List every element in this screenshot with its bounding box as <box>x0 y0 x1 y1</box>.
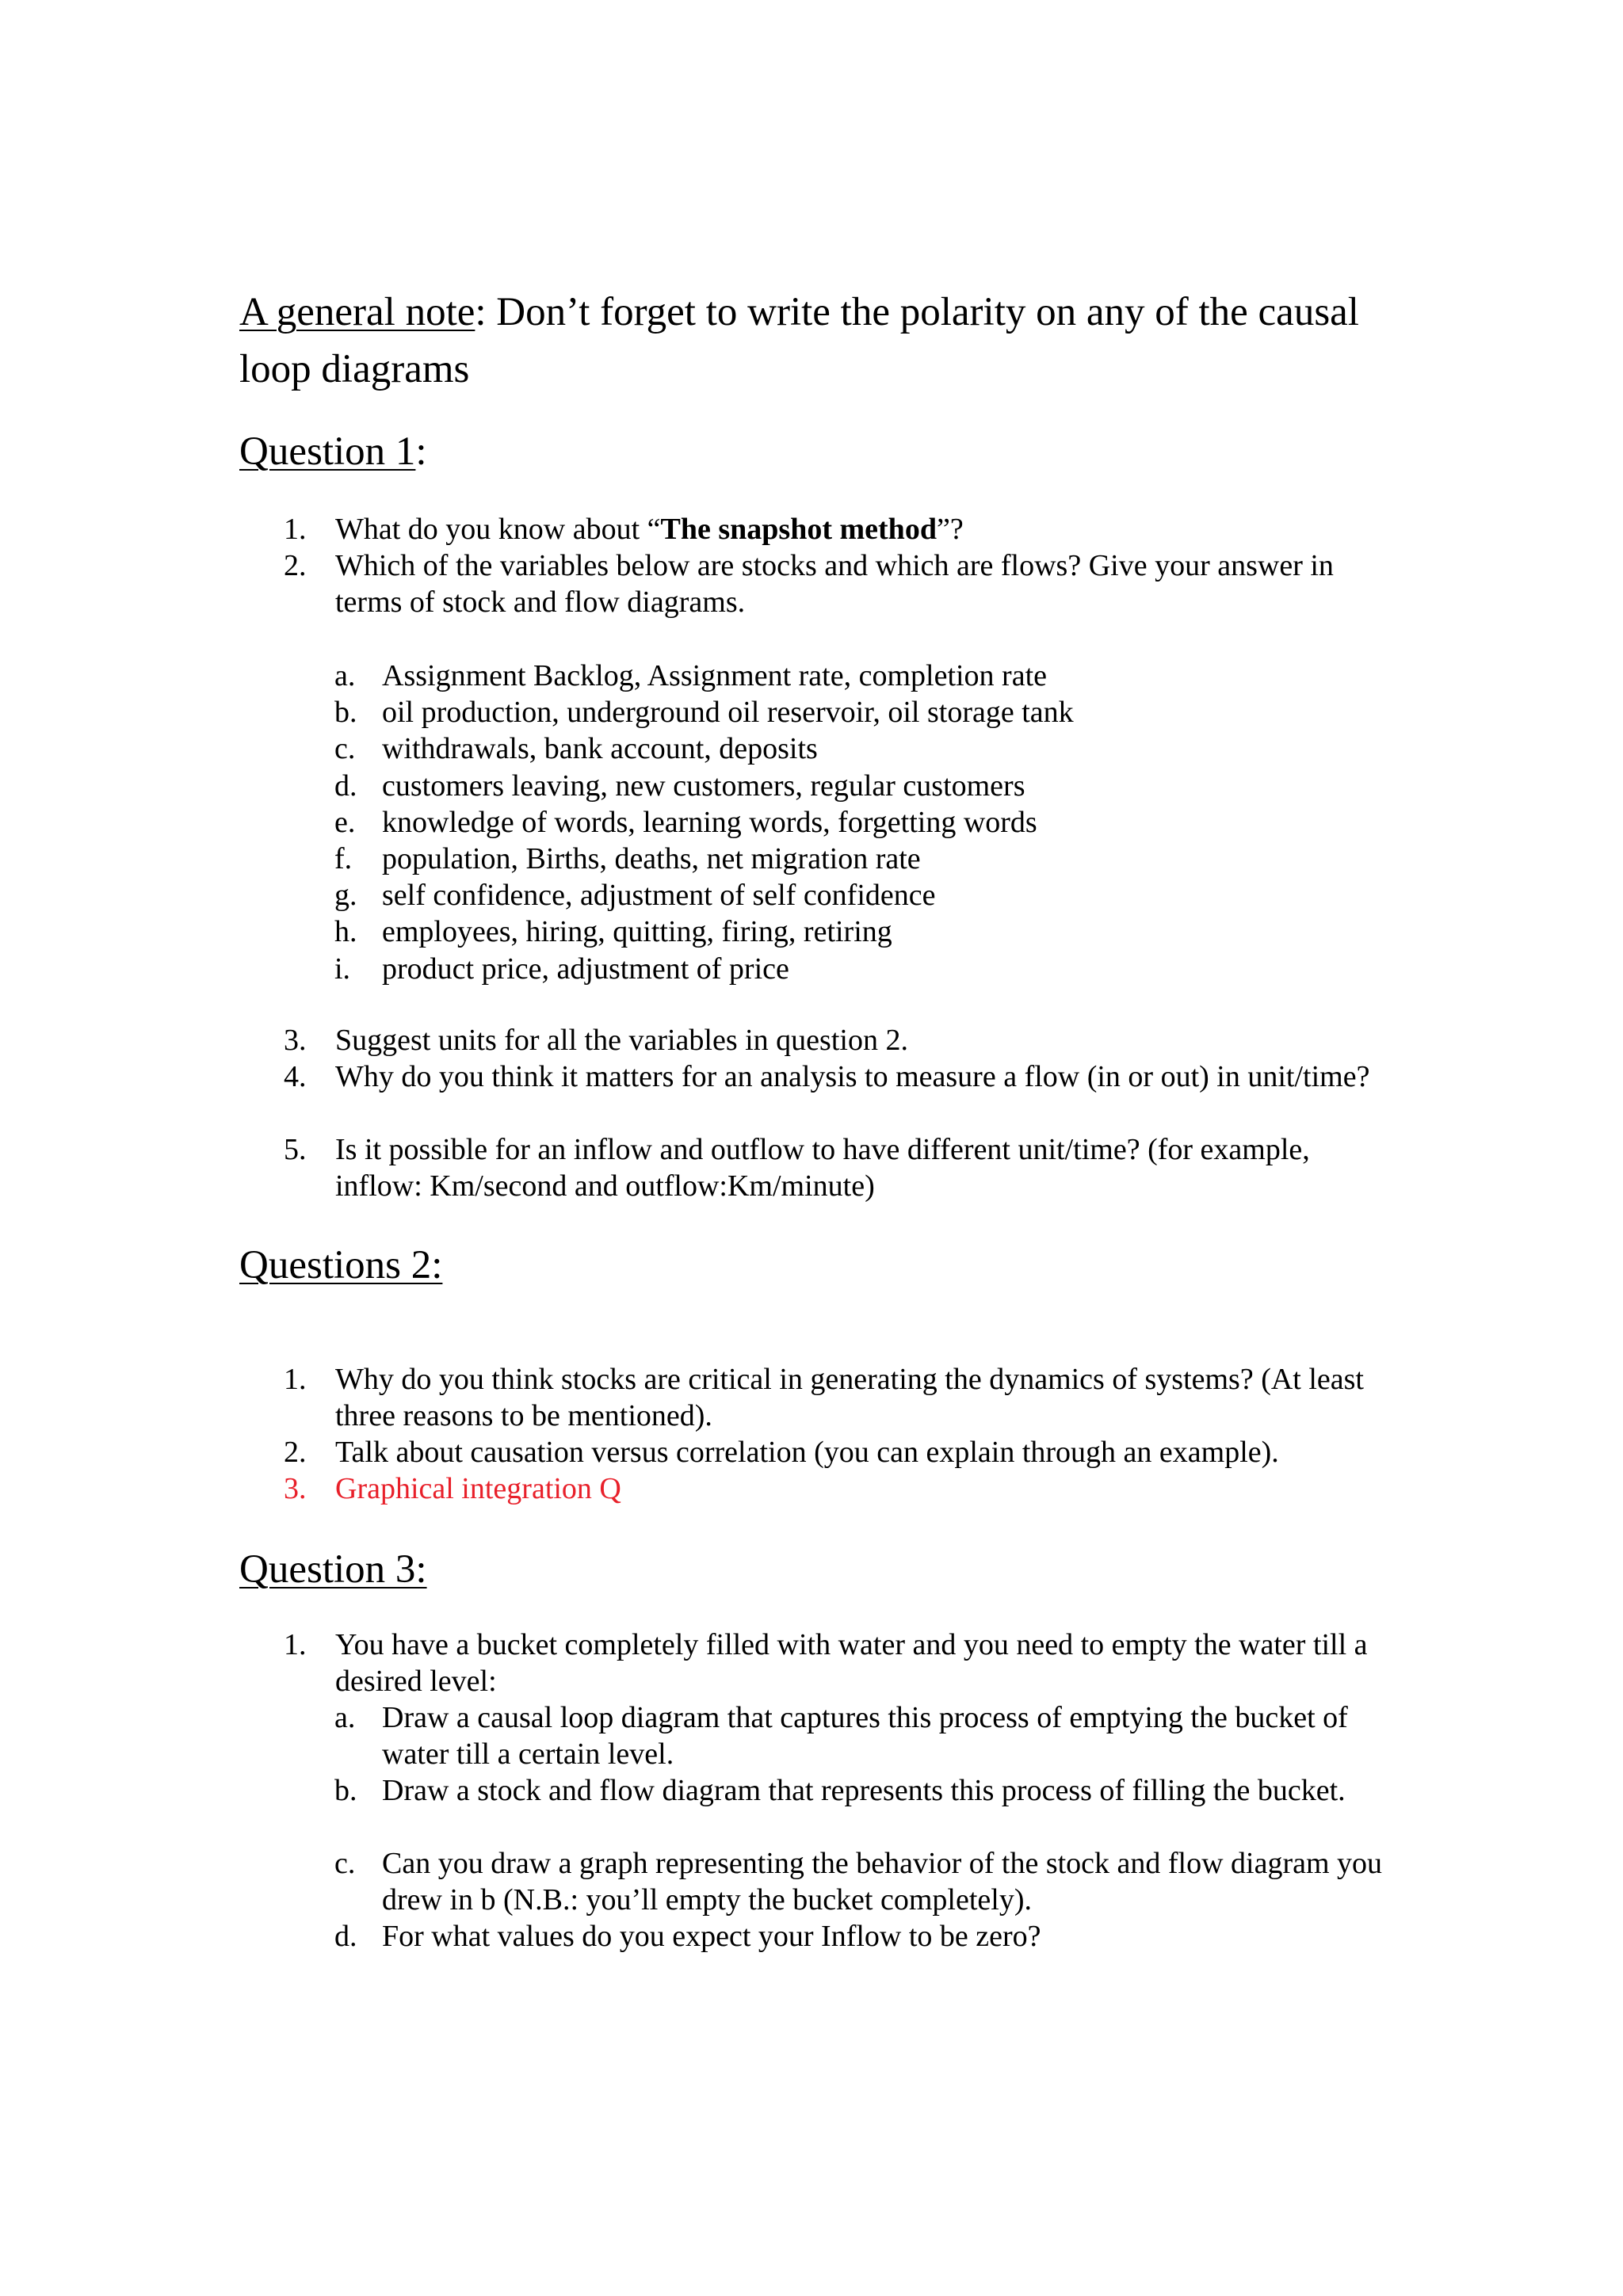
sub-text: product price, adjustment of price <box>382 952 789 986</box>
sub-letter: a. <box>334 659 356 692</box>
general-note-label: A general note <box>239 290 475 334</box>
sub-text: Draw a causal loop diagram that captures this process of emptying the bucket of water till a certain level. <box>382 1701 1348 1771</box>
item-number: 3. <box>284 1472 307 1505</box>
item-number: 2. <box>284 549 307 582</box>
sub-text: population, Births, deaths, net migration rate <box>382 842 921 875</box>
sub-text: Assignment Backlog, Assignment rate, completion rate <box>382 659 1048 692</box>
item-number: 3. <box>284 1024 307 1057</box>
question-2-heading-label: Questions 2: <box>239 1243 443 1287</box>
item-text-bold: The snapshot method <box>660 513 937 546</box>
sub-letter: f. <box>334 842 353 875</box>
sub-text: withdrawals, bank account, deposits <box>382 732 818 766</box>
item-text: Is it possible for an inflow and outflow to have different unit/time? (for example, inflow: Km/second and outflow:Km/minute) <box>335 1133 1310 1203</box>
item-text <box>335 511 1389 547</box>
sub-letter: i. <box>334 952 351 986</box>
item-number: 1. <box>284 513 307 546</box>
item-text: Why do you think it matters for an analysis to measure a flow (in or out) in unit/time? <box>335 1060 1370 1093</box>
item-number: 1. <box>284 1628 307 1661</box>
sub-letter: g. <box>334 879 357 913</box>
sub-text: oil production, underground oil reservoir, oil storage tank <box>382 696 1074 730</box>
sub-letter: c. <box>334 732 356 766</box>
item-text: Graphical integration Q <box>335 1472 621 1505</box>
item-number: 2. <box>284 1436 307 1469</box>
sub-letter: a. <box>334 1701 356 1734</box>
sub-letter: c. <box>334 1847 356 1880</box>
sub-letter: h. <box>334 915 357 949</box>
sub-text: self confidence, adjustment of self confidence <box>382 879 936 913</box>
sub-text: For what values do you expect your Inflow to be zero? <box>382 1920 1041 1953</box>
item-text: Why do you think stocks are critical in generating the dynamics of systems? (At least three reasons to be mentioned). <box>335 1363 1364 1432</box>
question-1-heading <box>239 428 427 475</box>
sub-letter: d. <box>334 769 357 803</box>
item-text-pre: What do you know about “ <box>335 513 661 546</box>
sub-text: Draw a stock and flow diagram that represents this process of filling the bucket. <box>382 1774 1346 1807</box>
general-note <box>239 284 1396 398</box>
sub-letter: d. <box>334 1920 357 1953</box>
question-3-heading-label: Question 3: <box>239 1547 427 1592</box>
item-text: You have a bucket completely filled with water and you need to empty the water till a desired level: <box>335 1628 1368 1698</box>
question-2-heading <box>239 1241 442 1289</box>
sub-text: Can you draw a graph representing the behavior of the stock and flow diagram you drew in b (N.B.: you’ll empty the bucket completely). <box>382 1847 1383 1917</box>
general-note-text: : Don’t forget to write the polarity on any of the causal loop diagrams <box>239 290 1359 391</box>
sub-letter: b. <box>334 696 357 730</box>
item-number: 5. <box>284 1133 307 1166</box>
item-text: Suggest units for all the variables in question 2. <box>335 1024 908 1057</box>
question-3-heading <box>239 1546 427 1593</box>
item-number: 4. <box>284 1060 307 1093</box>
sub-letter: e. <box>334 805 356 839</box>
question-1-heading-suffix: : <box>415 429 427 474</box>
item-number: 1. <box>284 1363 307 1396</box>
item-text: Which of the variables below are stocks and which are flows? Give your answer in terms of stock and flow diagrams. <box>335 549 1334 619</box>
question-1-heading-label: Question 1 <box>239 429 416 474</box>
sub-text: knowledge of words, learning words, forgetting words <box>382 805 1037 839</box>
sub-text: customers leaving, new customers, regular customers <box>382 769 1025 803</box>
item-text: Talk about causation versus correlation (you can explain through an example). <box>335 1436 1279 1469</box>
sub-text: employees, hiring, quitting, firing, retiring <box>382 915 892 949</box>
item-text-post: ”? <box>936 513 964 546</box>
sub-letter: b. <box>334 1774 357 1807</box>
